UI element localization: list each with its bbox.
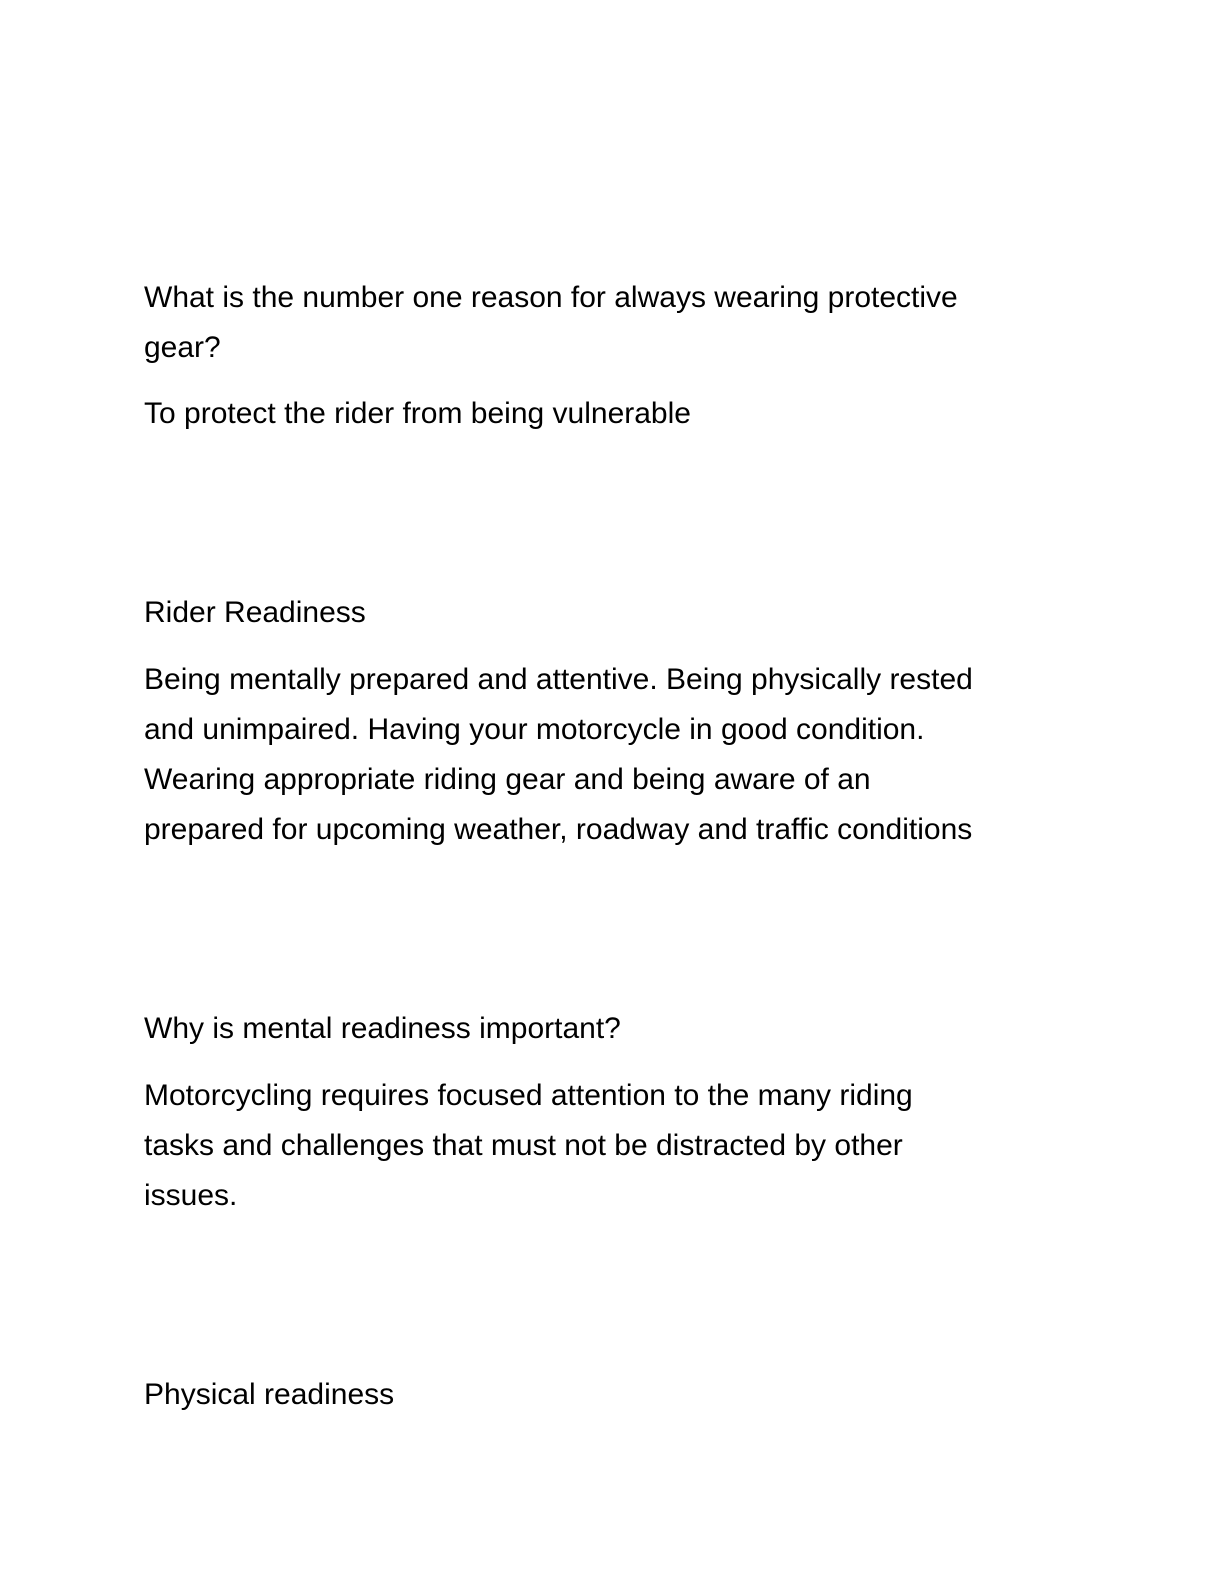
text-line: To protect the rider from being vulnerable [144,397,691,430]
text-line: Motorcycling requires focused attention to the many riding [144,1079,913,1112]
answer-rider-readiness [144,655,1074,855]
question-mental-readiness [144,1004,1074,1054]
heading-physical-readiness [144,1370,1074,1420]
text-line: Being mentally prepared and attentive. Being physically rested [144,663,973,696]
text-line: Why is mental readiness important? [144,1012,621,1045]
answer-protective-gear [144,389,1074,439]
text-line: Wearing appropriate riding gear and being aware of an [144,763,871,796]
text-line: What is the number one reason for always wearing protective [144,281,958,314]
text-line: and unimpaired. Having your motorcycle in good condition. [144,713,925,746]
question-protective-gear [144,273,1074,373]
heading-rider-readiness [144,588,1074,638]
answer-mental-readiness [144,1071,1074,1221]
text-line: tasks and challenges that must not be distracted by other [144,1129,903,1162]
text-line: Rider Readiness [144,596,366,629]
text-line: prepared for upcoming weather, roadway and traffic conditions [144,813,973,846]
text-line: issues. [144,1179,238,1212]
text-line: gear? [144,331,221,364]
text-line: Physical readiness [144,1378,395,1411]
